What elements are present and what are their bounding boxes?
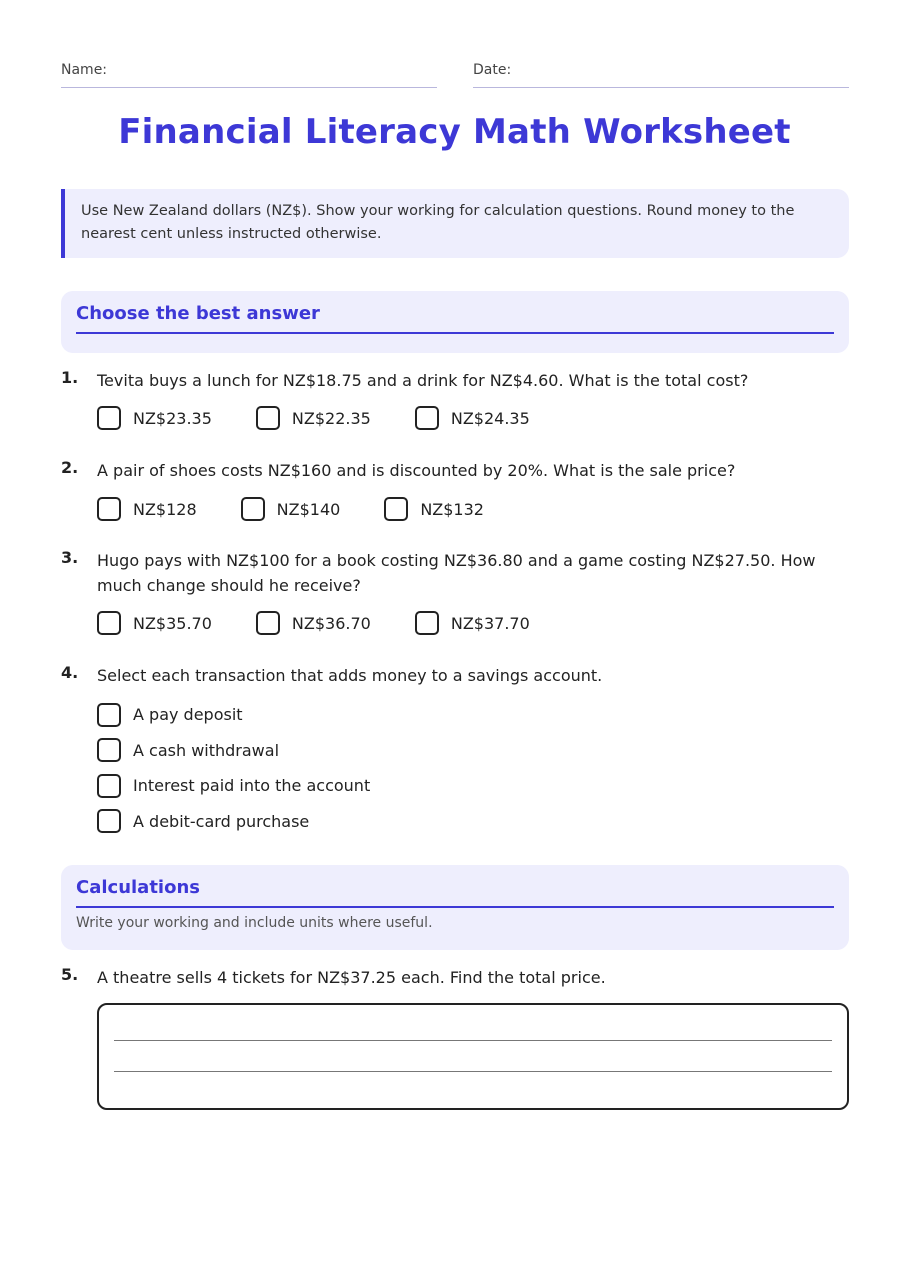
question-number: 1. [61,368,79,387]
section-title: Choose the best answer [76,303,834,334]
question-4 [61,663,849,831]
date-label: Date: [473,62,512,78]
option-label: A pay deposit [133,705,243,725]
section-multiple-choice [61,291,849,353]
option-label: NZ$132 [420,499,484,519]
question-text: A pair of shoes costs NZ$160 and is discounted by 20%. What is the sale price? [97,461,736,480]
option-q1-b[interactable] [256,406,371,430]
option-q3-c[interactable] [415,611,530,635]
option-q2-b[interactable] [241,497,341,521]
option-label: Interest paid into the account [133,776,371,796]
answer-line [114,1071,832,1072]
option-q2-c[interactable] [384,497,484,521]
question-number: 4. [61,663,79,682]
checkbox[interactable] [97,738,121,762]
question-text: A theatre sells 4 tickets for NZ$37.25 each. Find the total price. [97,968,606,987]
section-subtitle: Write your working and include units where useful. [76,915,433,931]
option-q3-b[interactable] [256,611,371,635]
header-fields [61,62,849,88]
answer-line [114,1040,832,1041]
question-number: 5. [61,965,79,984]
question-5 [61,965,849,990]
checkbox[interactable] [415,611,439,635]
option-label: NZ$128 [133,499,197,519]
question-2 [61,458,849,519]
checkbox[interactable] [415,406,439,430]
option-q2-a[interactable] [97,497,197,521]
option-q3-a[interactable] [97,611,212,635]
question-text: Tevita buys a lunch for NZ$18.75 and a drink for NZ$4.60. What is the total cost? [97,371,749,390]
question-number: 2. [61,458,79,477]
option-q4-c[interactable] [97,768,370,804]
question-text: Select each transaction that adds money to a savings account. [97,666,603,685]
question-3 [61,548,849,633]
checkbox[interactable] [97,497,121,521]
question-1 [61,368,849,428]
checkbox[interactable] [384,497,408,521]
checkbox[interactable] [97,406,121,430]
checkbox[interactable] [97,809,121,833]
question-text: Hugo pays with NZ$100 for a book costing NZ$36.80 and a game costing NZ$27.50. How much change should he receive? [97,551,816,595]
section-title: Calculations [76,877,834,908]
checkbox[interactable] [241,497,265,521]
question-number: 3. [61,548,79,567]
date-field[interactable] [473,62,849,88]
option-label: A debit-card purchase [133,811,310,831]
option-label: NZ$35.70 [133,613,212,633]
option-q1-a[interactable] [97,406,212,430]
page-title: Financial Literacy Math Worksheet [118,112,791,152]
name-label: Name: [61,62,108,78]
checkbox[interactable] [256,406,280,430]
option-q1-c[interactable] [415,406,530,430]
checkbox[interactable] [97,774,121,798]
checkbox[interactable] [97,703,121,727]
option-q4-d[interactable] [97,804,370,840]
section-calculations [61,865,849,950]
name-field[interactable] [61,62,437,88]
option-label: NZ$37.70 [450,613,530,633]
checkbox[interactable] [256,611,280,635]
option-q4-a[interactable] [97,697,370,733]
option-q4-b[interactable] [97,733,370,769]
option-label: NZ$24.35 [450,408,530,428]
option-label: A cash withdrawal [133,740,280,760]
option-label: NZ$23.35 [133,408,212,428]
option-label: NZ$36.70 [291,613,371,633]
instructions-box: Use New Zealand dollars (NZ$). Show your working for calculation questions. Round money to the nearest cent unless instructed otherwise. [61,189,849,258]
answer-box[interactable] [97,1003,849,1110]
option-label: NZ$22.35 [291,408,371,428]
checkbox[interactable] [97,611,121,635]
option-label: NZ$140 [276,499,341,519]
